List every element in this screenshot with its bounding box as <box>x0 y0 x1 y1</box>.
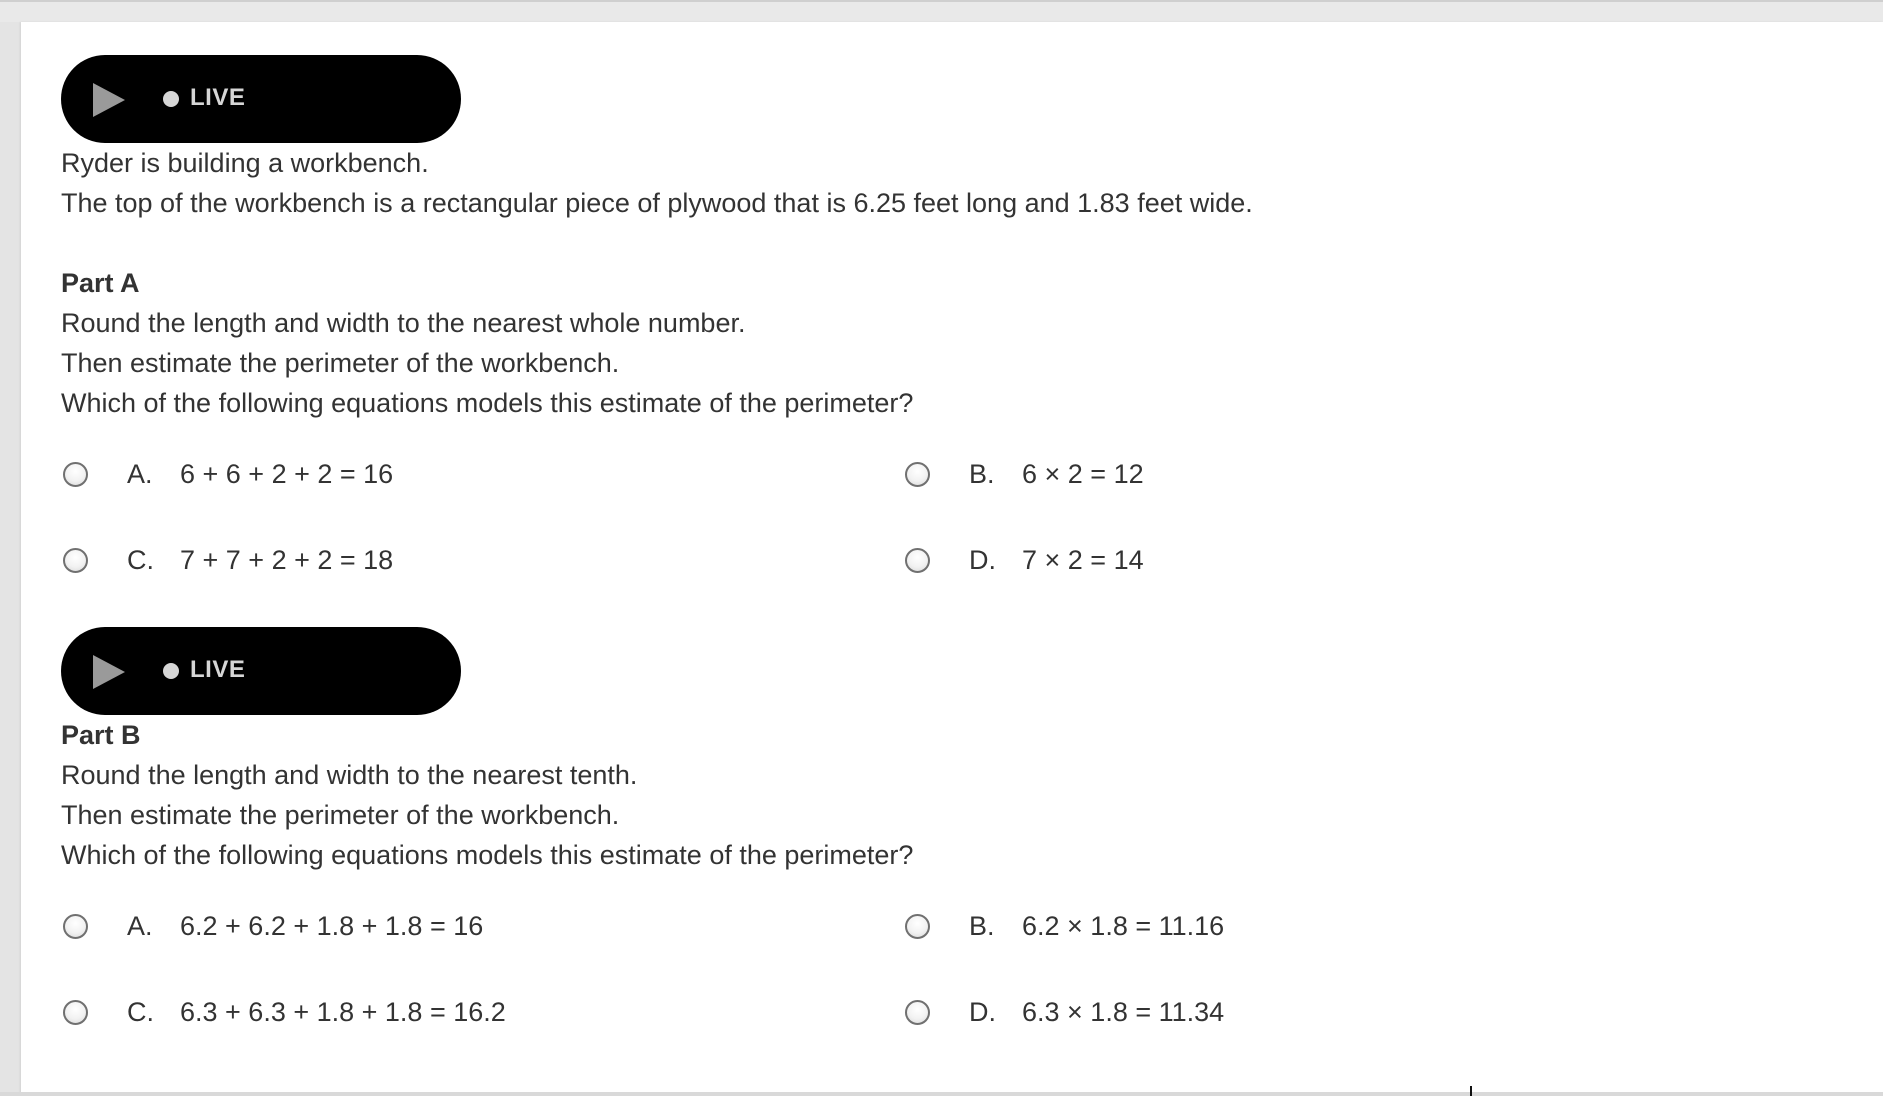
part-a-line-1: Round the length and width to the nearest whole number. <box>61 308 746 338</box>
radio-button[interactable] <box>63 914 88 939</box>
option-text: 6.2 × 1.8 = 11.16 <box>1022 911 1225 941</box>
part-b-line-1: Round the length and width to the nearest tenth. <box>61 760 638 790</box>
intro-line-1: Ryder is building a workbench. <box>61 148 429 178</box>
part-b-option-d[interactable] <box>905 996 1505 1036</box>
radio-button[interactable] <box>63 462 88 487</box>
option-letter: B. <box>969 459 995 489</box>
option-letter: A. <box>127 911 153 941</box>
part-a-heading: Part A <box>61 268 140 298</box>
live-dot-icon <box>163 663 179 679</box>
part-b-line-3: Which of the following equations models this estimate of the perimeter? <box>61 840 914 870</box>
part-a-line-2: Then estimate the perimeter of the workbench. <box>61 348 620 378</box>
part-b-option-a[interactable] <box>63 910 663 950</box>
option-text: 7 × 2 = 14 <box>1022 545 1144 575</box>
live-dot-icon <box>163 91 179 107</box>
option-text: 6.2 + 6.2 + 1.8 + 1.8 = 16 <box>180 911 484 941</box>
part-b-line-2: Then estimate the perimeter of the workbench. <box>61 800 620 830</box>
option-letter: A. <box>127 459 153 489</box>
option-text: 6 + 6 + 2 + 2 = 16 <box>180 459 394 489</box>
live-label: LIVE <box>190 84 246 111</box>
part-b-option-b[interactable] <box>905 910 1505 950</box>
window-bottom-strip <box>0 1092 1883 1096</box>
radio-button[interactable] <box>63 1000 88 1025</box>
option-text: 6.3 × 1.8 = 11.34 <box>1022 997 1225 1027</box>
option-letter: C. <box>127 997 154 1027</box>
audio-player-intro[interactable] <box>61 55 461 143</box>
radio-button[interactable] <box>63 548 88 573</box>
part-a-option-b[interactable] <box>905 458 1505 498</box>
part-a-option-a[interactable] <box>63 458 663 498</box>
window-top-strip <box>0 0 1883 22</box>
part-a-option-c[interactable] <box>63 544 663 584</box>
live-label: LIVE <box>190 656 246 683</box>
radio-button[interactable] <box>905 914 930 939</box>
part-b-option-c[interactable] <box>63 996 663 1036</box>
option-letter: D. <box>969 997 996 1027</box>
option-letter: C. <box>127 545 154 575</box>
intro-line-2: The top of the workbench is a rectangular piece of plywood that is 6.25 feet long and 1.83 feet wide. <box>61 188 1253 218</box>
radio-button[interactable] <box>905 1000 930 1025</box>
radio-button[interactable] <box>905 548 930 573</box>
play-icon[interactable] <box>93 655 125 689</box>
audio-player-part-b[interactable] <box>61 627 461 715</box>
part-a-option-d[interactable] <box>905 544 1505 584</box>
radio-button[interactable] <box>905 462 930 487</box>
play-icon[interactable] <box>93 83 125 117</box>
option-text: 7 + 7 + 2 + 2 = 18 <box>180 545 394 575</box>
option-letter: D. <box>969 545 996 575</box>
option-text: 6 × 2 = 12 <box>1022 459 1144 489</box>
part-b-heading: Part B <box>61 720 141 750</box>
option-text: 6.3 + 6.3 + 1.8 + 1.8 = 16.2 <box>180 997 506 1027</box>
option-letter: B. <box>969 911 995 941</box>
text-cursor-icon <box>1470 1086 1472 1096</box>
part-a-line-3: Which of the following equations models this estimate of the perimeter? <box>61 388 914 418</box>
